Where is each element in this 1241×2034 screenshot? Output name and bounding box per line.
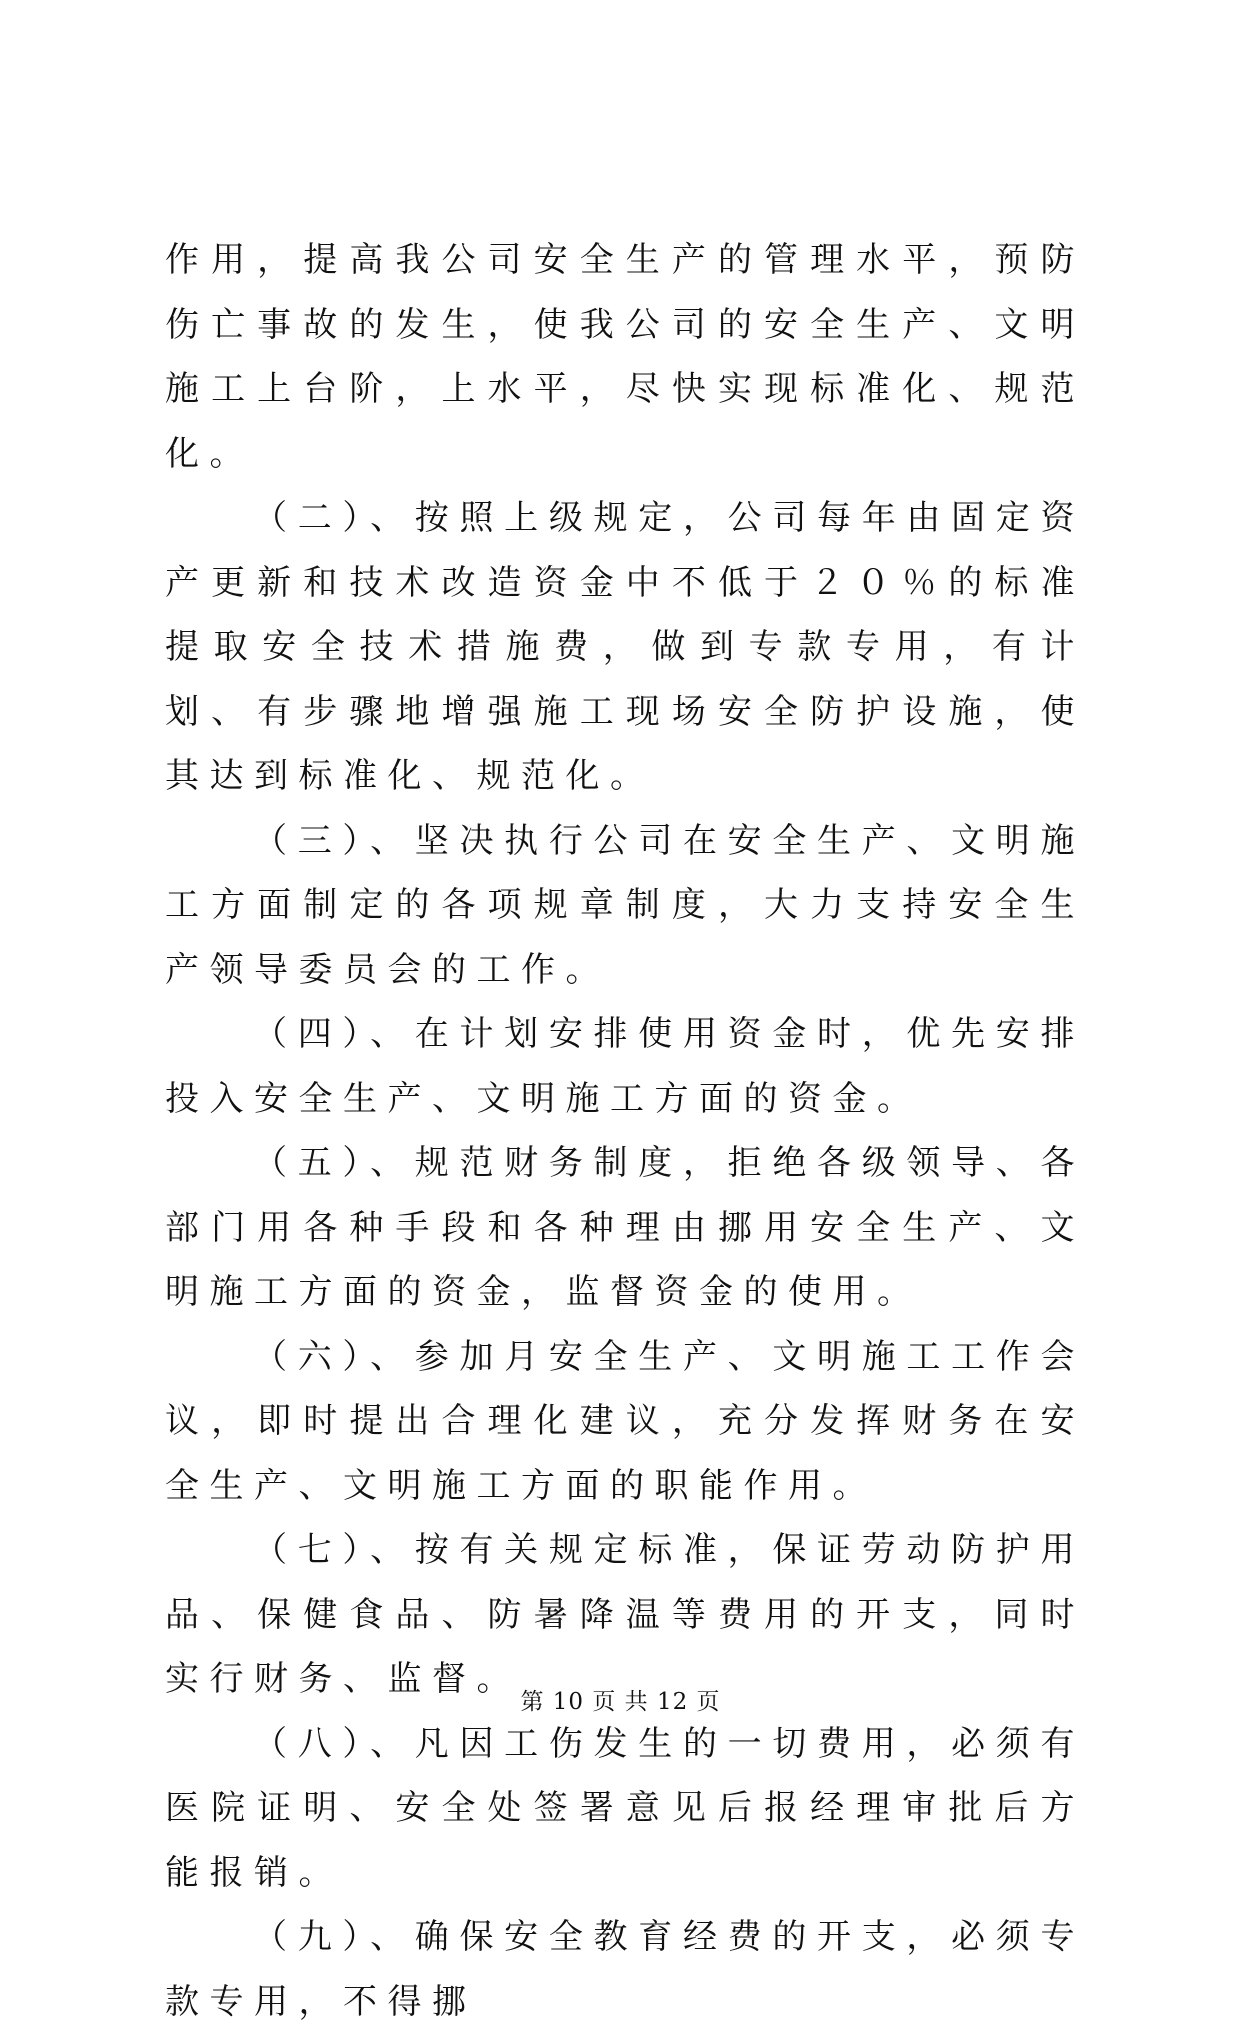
paragraph-9: （九）、确保安全教育经费的开支，必须专款专用，不得挪 [165,1917,1085,2022]
paragraph-8: （八）、凡因工伤发生的一切费用，必须有医院证明、安全处签署意见后报经理审批后方能报销。 [165,1723,1085,1893]
paragraph-2: （二）、按照上级规定，公司每年由固定资产更新和技术改造资金中不低于２０％的标准提取安全技术措施费，做到专款专用，有计划、有步骤地增强施工现场安全防护设施，使其达到标准化、规范化。 [165,498,1085,796]
page-number-footer: 第 10 页 共 12 页 [520,1689,721,1715]
paragraph-7: （七）、按有关规定标准，保证劳动防护用品、保健食品、防暑降温等费用的开支，同时实行财务、监督。 [165,1530,1085,1699]
paragraph-5: （五）、规范财务制度，拒绝各级领导、各部门用各种手段和各种理由挪用安全生产、文明施工方面的资金，监督资金的使用。 [165,1143,1085,1312]
paragraph-3: （三）、坚决执行公司在安全生产、文明施工方面制定的各项规章制度，大力支持安全生产领导委员会的工作。 [165,820,1085,990]
paragraph-4: （四）、在计划安排使用资金时，优先安排投入安全生产、文明施工方面的资金。 [165,1014,1085,1119]
paragraph-6: （六）、参加月安全生产、文明施工工作会议，即时提出合理化建议，充分发挥财务在安全生产、文明施工方面的职能作用。 [165,1336,1085,1506]
paragraph-1: 作用，提高我公司安全生产的管理水平，预防伤亡事故的发生，使我公司的安全生产、文明施工上台阶，上水平，尽快实现标准化、规范化。 [165,240,1085,474]
document-body [165,228,1085,2034]
